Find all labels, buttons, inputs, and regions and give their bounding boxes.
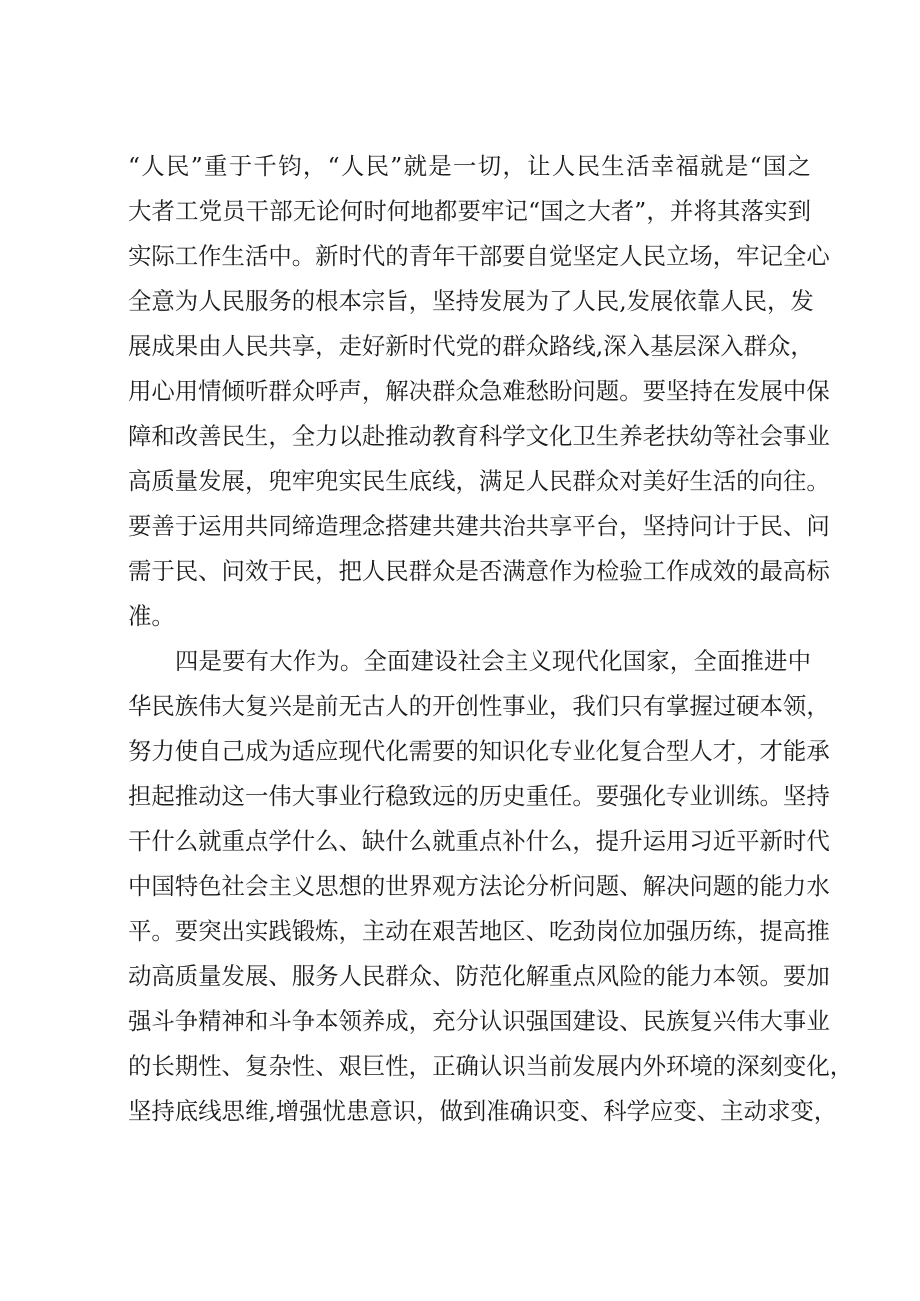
text-line: 坚持底线思维,增强忧患意识，做到准确识变、科学应变、主动求变， — [128, 1097, 838, 1125]
text-line: 努力使自己成为适应现代化需要的知识化专业化复合型人才，才能承 — [128, 737, 830, 765]
text-line: 中国特色社会主义思想的世界观方法论分析问题、解决问题的能力水 — [128, 872, 830, 900]
text-line: 实际工作生活中。新时代的青年干部要自觉坚定人民立场，牢记全心 — [128, 242, 830, 270]
text-line: 干什么就重点学什么、缺什么就重点补什么，提升运用习近平新时代 — [128, 827, 830, 855]
text-line: 需于民、问效于民，把人民群众是否满意作为检验工作成效的最高标 — [128, 557, 830, 585]
text-line: 大者工党员干部无论何时何地都要牢记“国之大者”，并将其落实到 — [128, 197, 811, 225]
text-line: 的长期性、复杂性、艰巨性，正确认识当前发展内外环境的深刻变化， — [128, 1052, 854, 1080]
text-line: 担起推动这一伟大事业行稳致远的历史重任。要强化专业训练。坚持 — [128, 782, 830, 810]
text-line: 动高质量发展、服务人民群众、防范化解重点风险的能力本领。要加 — [128, 962, 830, 990]
text-line: 强斗争精神和斗争本领养成，充分认识强国建设、民族复兴伟大事业 — [128, 1007, 830, 1035]
text-line: 准。 — [128, 602, 175, 630]
text-line: 高质量发展，兜牢兜实民生底线，满足人民群众对美好生活的向往。 — [128, 467, 830, 495]
text-line: “人民”重于千钧，“人民”就是一切，让人民生活幸福就是“国之 — [128, 152, 811, 180]
text-line: 展成果由人民共享，走好新时代党的群众路线,深入基层深入群众， — [128, 332, 814, 360]
text-line: 全意为人民服务的根本宗旨，坚持发展为了人民,发展依靠人民，发 — [128, 287, 814, 315]
text-line: 要善于运用共同缔造理念搭建共建共治共享平台，坚持问计于民、问 — [128, 512, 830, 540]
text-line: 平。要突出实践锻炼，主动在艰苦地区、吃劲岗位加强历练，提高推 — [128, 917, 830, 945]
text-line: 用心用情倾听群众呼声，解决群众急难愁盼问题。要坚持在发展中保 — [128, 377, 830, 405]
paragraph-first-line: 四是要有大作为。全面建设社会主义现代化国家，全面推进中 — [175, 647, 811, 675]
text-line: 障和改善民生，全力以赴推动教育科学文化卫生养老扶幼等社会事业 — [128, 422, 830, 450]
text-line: 华民族伟大复兴是前无古人的开创性事业，我们只有掌握过硬本领， — [128, 692, 830, 720]
